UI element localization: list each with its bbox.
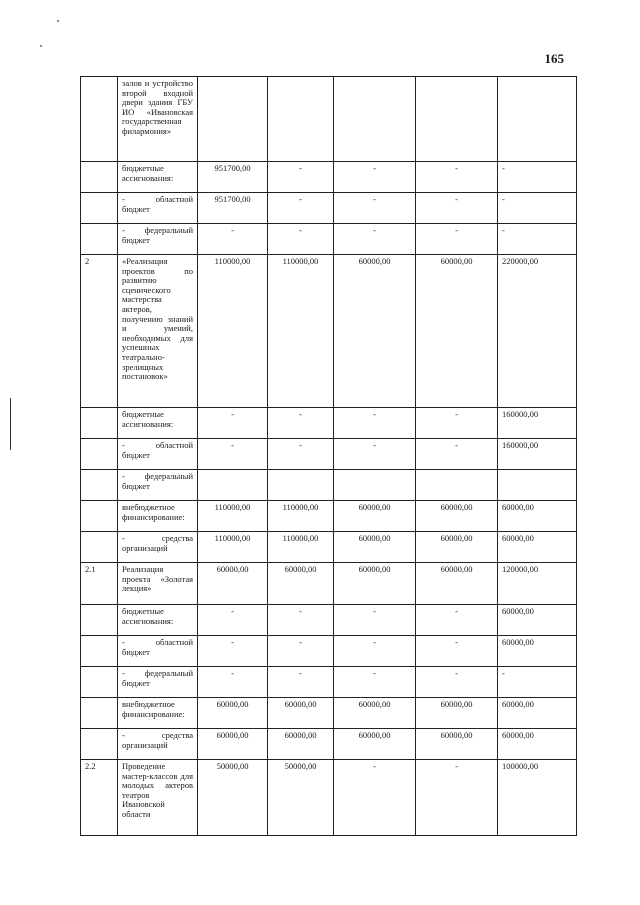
amount-cell bbox=[198, 77, 268, 162]
amount-cell: 951700,00 bbox=[198, 193, 268, 224]
amount-cell bbox=[416, 77, 498, 162]
table-row bbox=[81, 77, 577, 162]
amount-cell: 60000,00 bbox=[268, 698, 334, 729]
amount-cell: - bbox=[416, 636, 498, 667]
amount-cell: 60000,00 bbox=[334, 532, 416, 563]
table-row bbox=[81, 760, 577, 836]
amount-cell: - bbox=[268, 667, 334, 698]
amount-cell bbox=[334, 77, 416, 162]
amount-cell: 100000,00 bbox=[498, 760, 577, 836]
amount-cell: 60000,00 bbox=[416, 729, 498, 760]
row-description-cell: Проведение мастер-классов для молодых актеров театров Ивановской области bbox=[118, 760, 198, 836]
amount-cell: 60000,00 bbox=[416, 563, 498, 605]
amount-cell bbox=[268, 77, 334, 162]
amount-cell: 160000,00 bbox=[498, 439, 577, 470]
amount-cell: 110000,00 bbox=[268, 501, 334, 532]
amount-cell: - bbox=[198, 667, 268, 698]
row-number-cell bbox=[81, 698, 118, 729]
amount-cell: 110000,00 bbox=[268, 255, 334, 408]
amount-cell: 160000,00 bbox=[498, 408, 577, 439]
amount-cell: - bbox=[334, 408, 416, 439]
row-description-cell: - средства организаций bbox=[118, 729, 198, 760]
amount-cell: - bbox=[416, 193, 498, 224]
row-description-cell: залов и устройство второй входной двери здания ГБУ ИО «Ивановская государственная филармония» bbox=[118, 77, 198, 162]
table-row bbox=[81, 470, 577, 501]
amount-cell: 60000,00 bbox=[334, 501, 416, 532]
amount-cell: 60000,00 bbox=[198, 563, 268, 605]
amount-cell: - bbox=[498, 667, 577, 698]
amount-cell: 60000,00 bbox=[498, 605, 577, 636]
table-row bbox=[81, 605, 577, 636]
amount-cell: - bbox=[416, 439, 498, 470]
amount-cell: - bbox=[198, 439, 268, 470]
amount-cell: - bbox=[334, 605, 416, 636]
amount-cell: 50000,00 bbox=[268, 760, 334, 836]
row-description-cell: внебюджетное финансирование: bbox=[118, 698, 198, 729]
amount-cell: - bbox=[334, 636, 416, 667]
amount-cell bbox=[334, 470, 416, 501]
table-row bbox=[81, 667, 577, 698]
row-description-cell: бюджетные ассигнования: bbox=[118, 408, 198, 439]
row-description-cell: Реализация проекта «Золотая лекция» bbox=[118, 563, 198, 605]
row-number-cell bbox=[81, 501, 118, 532]
amount-cell: 60000,00 bbox=[498, 698, 577, 729]
table-row bbox=[81, 636, 577, 667]
amount-cell bbox=[498, 77, 577, 162]
amount-cell: - bbox=[198, 636, 268, 667]
amount-cell: 60000,00 bbox=[416, 532, 498, 563]
row-number-cell bbox=[81, 224, 118, 255]
row-description-cell: - средства организаций bbox=[118, 532, 198, 563]
amount-cell: - bbox=[198, 605, 268, 636]
scan-margin-mark bbox=[10, 398, 11, 450]
amount-cell: 60000,00 bbox=[334, 563, 416, 605]
row-number-cell bbox=[81, 193, 118, 224]
table-row bbox=[81, 563, 577, 605]
amount-cell bbox=[198, 470, 268, 501]
row-description-cell: - областной бюджет bbox=[118, 193, 198, 224]
row-number-cell bbox=[81, 408, 118, 439]
amount-cell: - bbox=[334, 193, 416, 224]
row-description-cell: - областной бюджет bbox=[118, 439, 198, 470]
amount-cell: 60000,00 bbox=[498, 636, 577, 667]
table-row bbox=[81, 162, 577, 193]
amount-cell: - bbox=[268, 636, 334, 667]
table-row bbox=[81, 224, 577, 255]
amount-cell: 220000,00 bbox=[498, 255, 577, 408]
amount-cell: 110000,00 bbox=[268, 532, 334, 563]
amount-cell bbox=[416, 470, 498, 501]
row-number-cell: 2 bbox=[81, 255, 118, 408]
amount-cell: - bbox=[416, 605, 498, 636]
amount-cell: - bbox=[498, 193, 577, 224]
row-number-cell bbox=[81, 532, 118, 563]
amount-cell: - bbox=[334, 439, 416, 470]
amount-cell: - bbox=[334, 760, 416, 836]
amount-cell: - bbox=[498, 162, 577, 193]
row-number-cell bbox=[81, 605, 118, 636]
amount-cell bbox=[268, 470, 334, 501]
amount-cell: 110000,00 bbox=[198, 501, 268, 532]
amount-cell: 60000,00 bbox=[198, 698, 268, 729]
table-row bbox=[81, 255, 577, 408]
row-description-cell: - федеральный бюджет bbox=[118, 470, 198, 501]
amount-cell: - bbox=[416, 224, 498, 255]
table-row bbox=[81, 193, 577, 224]
row-number-cell bbox=[81, 667, 118, 698]
amount-cell: 110000,00 bbox=[198, 532, 268, 563]
row-number-cell bbox=[81, 729, 118, 760]
amount-cell: - bbox=[334, 162, 416, 193]
scan-dust-dot bbox=[57, 20, 59, 22]
amount-cell: - bbox=[416, 760, 498, 836]
row-number-cell bbox=[81, 470, 118, 501]
amount-cell: 60000,00 bbox=[334, 698, 416, 729]
amount-cell: - bbox=[198, 408, 268, 439]
table-row bbox=[81, 532, 577, 563]
row-description-cell: - федеральный бюджет bbox=[118, 224, 198, 255]
amount-cell: - bbox=[498, 224, 577, 255]
amount-cell: - bbox=[416, 408, 498, 439]
row-description-cell: внебюджетное финансирование: bbox=[118, 501, 198, 532]
row-number-cell: 2.1 bbox=[81, 563, 118, 605]
amount-cell: - bbox=[268, 193, 334, 224]
row-number-cell: 2.2 bbox=[81, 760, 118, 836]
amount-cell: - bbox=[198, 224, 268, 255]
amount-cell: 60000,00 bbox=[416, 501, 498, 532]
table-row bbox=[81, 501, 577, 532]
amount-cell: - bbox=[268, 439, 334, 470]
amount-cell: 60000,00 bbox=[498, 729, 577, 760]
amount-cell: - bbox=[416, 667, 498, 698]
amount-cell: 60000,00 bbox=[498, 501, 577, 532]
table-row bbox=[81, 439, 577, 470]
amount-cell: - bbox=[416, 162, 498, 193]
row-description-cell: бюджетные ассигнования: bbox=[118, 605, 198, 636]
amount-cell: 60000,00 bbox=[268, 563, 334, 605]
table-row bbox=[81, 698, 577, 729]
row-description-cell: «Реализация проектов по развитию сценического мастерства актеров, получению знаний и умений, необходимых для успешных театрально-зрелищных постановок» bbox=[118, 255, 198, 408]
page-number: 165 bbox=[544, 51, 564, 66]
table-body bbox=[81, 77, 577, 836]
amount-cell: 110000,00 bbox=[198, 255, 268, 408]
row-number-cell bbox=[81, 636, 118, 667]
scan-dust-dot bbox=[40, 45, 42, 47]
budget-table bbox=[80, 76, 577, 836]
row-number-cell bbox=[81, 77, 118, 162]
amount-cell: - bbox=[334, 667, 416, 698]
row-description-cell: - федеральный бюджет bbox=[118, 667, 198, 698]
row-description-cell: - областной бюджет bbox=[118, 636, 198, 667]
table-row bbox=[81, 729, 577, 760]
amount-cell: - bbox=[268, 408, 334, 439]
amount-cell: 60000,00 bbox=[416, 255, 498, 408]
amount-cell: 60000,00 bbox=[268, 729, 334, 760]
amount-cell: 951700,00 bbox=[198, 162, 268, 193]
amount-cell bbox=[498, 470, 577, 501]
amount-cell: - bbox=[268, 605, 334, 636]
row-number-cell bbox=[81, 439, 118, 470]
row-number-cell bbox=[81, 162, 118, 193]
amount-cell: 60000,00 bbox=[334, 255, 416, 408]
amount-cell: 60000,00 bbox=[198, 729, 268, 760]
row-description-cell: бюджетные ассигнования: bbox=[118, 162, 198, 193]
amount-cell: - bbox=[334, 224, 416, 255]
amount-cell: - bbox=[268, 224, 334, 255]
amount-cell: 60000,00 bbox=[498, 532, 577, 563]
amount-cell: 50000,00 bbox=[198, 760, 268, 836]
amount-cell: 120000,00 bbox=[498, 563, 577, 605]
amount-cell: 60000,00 bbox=[334, 729, 416, 760]
amount-cell: 60000,00 bbox=[416, 698, 498, 729]
table-row bbox=[81, 408, 577, 439]
amount-cell: - bbox=[268, 162, 334, 193]
